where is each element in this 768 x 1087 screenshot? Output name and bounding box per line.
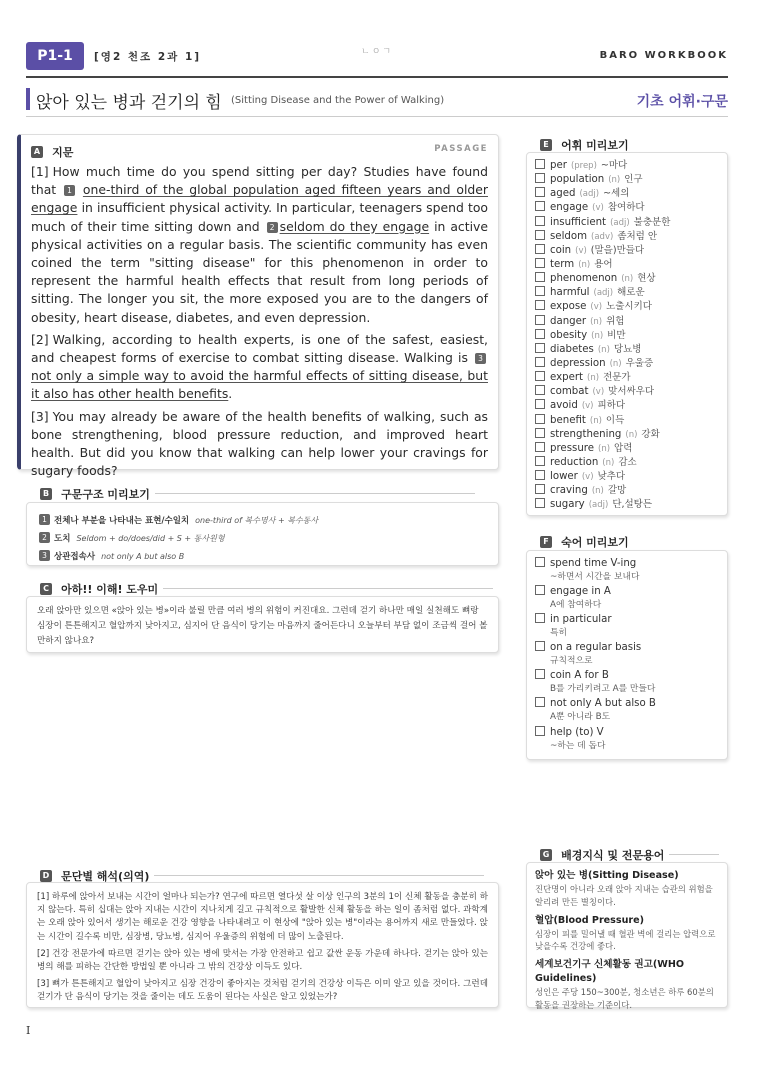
title-divider <box>26 116 728 117</box>
idiom-item <box>535 641 719 669</box>
vocab-word: combat <box>550 386 589 398</box>
vocab-meaning: 감소 <box>618 456 637 468</box>
vocab-item <box>535 272 719 286</box>
vocab-meaning: 해로운 <box>617 287 645 299</box>
interpretation-paragraph-1: [1] 하루에 앉아서 보내는 시간이 얼마나 되는가? 연구에 따르면 열다섯 살 이상 인구의 3분의 1이 신체 활동을 충분히 하지 않는다. 특히 십대는 앉아 지내는 시간이 지나치게 길고 규칙적으로 활발한 신체 활동을 하는 일이 좀처럼 없다. 과학계는 오래 앉아 있어서 생기는 해로운 건강 영향을 나타내려고 이 현상에 "앉아 있는 병"이라는 용어까지 새로 만들었다. 앉는 시간이 길수록 비만, 심장병, 당뇨병, 심지어 우울증의 위험에 더 많이 노출된다. <box>37 892 488 942</box>
idiom-line <box>535 613 719 627</box>
vocab-item <box>535 414 719 428</box>
checkbox[interactable] <box>535 258 545 268</box>
idioms-heading: 숙어 미리보기 <box>561 535 629 549</box>
checkbox[interactable] <box>535 498 545 508</box>
idiom-line <box>535 669 719 683</box>
idiom-line <box>535 641 719 655</box>
checkbox[interactable] <box>535 343 545 353</box>
checkbox[interactable] <box>535 230 545 240</box>
lesson-subtitle: [영2 천조 2과 1] <box>94 51 202 63</box>
vocab-meaning: 비만 <box>607 329 626 341</box>
vocab-item <box>535 286 719 300</box>
vocab-meaning: 노출시키다 <box>606 301 652 313</box>
vocab-meaning: ~마다 <box>600 160 628 171</box>
vocab-pos: (v) <box>581 472 594 483</box>
page-title-english: (Sitting Disease and the Power of Walking) <box>231 95 445 106</box>
underlined-phrase-3: not only a simple way to avoid the harmful effects of sitting disease, but it also has other health benefits <box>31 368 488 402</box>
idiom-line <box>535 697 719 711</box>
idiom-phrase: coin A for B <box>550 670 609 682</box>
vocab-meaning: 불충분한 <box>633 216 671 228</box>
checkbox[interactable] <box>535 201 545 211</box>
section-tag-g: G <box>540 849 552 861</box>
checkbox[interactable] <box>535 371 545 381</box>
vocab-item <box>535 484 719 498</box>
vocab-pos: (v) <box>575 245 587 256</box>
paragraph-3: [3] You may already be aware of the health benefits of walking, such as bone strengthening, blood pressure reduction, and improved heart health. But did you know that walking can help lower your cravings for sugary foods? <box>31 408 488 479</box>
vocab-meaning: 위험 <box>606 315 625 327</box>
interpretation-paragraph-3: [3] 뼈가 튼튼해지고 혈압이 낮아지고 심장 건강이 좋아지는 것처럼 걷기의 건강상 이득은 이미 알고 있을 것이다. 그런데 걷기가 단 음식이 당기는 것을 줄이는 데도 도움이 된다는 사실은 알고 있었는가? <box>37 979 488 1003</box>
checkbox[interactable] <box>535 300 545 310</box>
checkbox[interactable] <box>535 385 545 395</box>
vocab-pos: (n) <box>625 429 638 440</box>
vocab-word: diabetes <box>550 343 594 355</box>
vocab-item <box>535 315 719 329</box>
checkbox[interactable] <box>535 726 545 736</box>
vocab-word: reduction <box>550 456 599 468</box>
page-title: 앉아 있는 병과 걷기의 힘 <box>36 93 222 113</box>
vocab-word: seldom <box>550 230 588 242</box>
vocab-pos: (n) <box>608 175 621 186</box>
idiom-phrase: engage in A <box>550 586 611 598</box>
checkbox[interactable] <box>535 456 545 466</box>
marker-1: 1 <box>64 185 75 196</box>
background-description: 진단명이 아니라 오래 앉아 지내는 습관의 위험을 알리려 만든 별칭이다. <box>535 884 713 907</box>
vocab-word: pressure <box>550 442 595 454</box>
checkbox[interactable] <box>535 187 545 197</box>
vocab-pos: (v) <box>581 401 594 412</box>
vocab-word: aged <box>550 188 576 200</box>
vocab-box <box>526 152 728 516</box>
idiom-item <box>535 585 719 613</box>
checkbox[interactable] <box>535 159 545 169</box>
vocab-heading: 어휘 미리보기 <box>561 138 629 152</box>
section-tag-d: D <box>40 870 52 882</box>
vocab-item <box>535 258 719 272</box>
passage-box <box>17 134 499 479</box>
background-header <box>540 844 728 862</box>
section-tag-e: E <box>540 139 552 151</box>
vocab-pos: (adj) <box>588 500 609 511</box>
vocab-pos: (n) <box>590 316 603 327</box>
idiom-item <box>535 726 719 754</box>
tip-heading: 아하!! 이해! 도우미 <box>61 582 159 596</box>
checkbox[interactable] <box>535 315 545 325</box>
vocab-pos: (n) <box>587 373 600 384</box>
checkbox[interactable] <box>535 272 545 282</box>
structure-box <box>26 502 499 566</box>
idiom-meaning: ~하는 데 돕다 <box>550 740 606 751</box>
vocab-item <box>535 442 719 456</box>
vocab-pos: (prep) <box>570 161 597 171</box>
background-term: 세계보건기구 신체활동 권고(WHO Guidelines) <box>535 959 685 985</box>
background-description: 심장이 피를 밀어낼 때 혈관 벽에 걸리는 압력으로 낮을수록 건강에 좋다. <box>535 928 716 952</box>
vocab-word: obesity <box>550 329 588 341</box>
vocab-meaning: 전문가 <box>603 372 631 384</box>
vocab-item <box>535 357 719 371</box>
vocab-pos: (adj) <box>610 217 630 228</box>
background-box <box>526 862 728 1008</box>
vocab-meaning: 좀처럼 안 <box>617 230 658 242</box>
idioms-box <box>526 550 728 760</box>
vocab-meaning: 갈망 <box>607 485 627 497</box>
vocab-item <box>535 399 719 413</box>
vocab-meaning: 맞서싸우다 <box>608 386 655 398</box>
paragraph-1: [1] How much time do you spend sitting per day? Studies have found that 1 one-third of the global population aged fifteen years and older engage in insufficient physical activity. In particular, teenagers spend too much of their time sitting down and 2 seldom do they engage in active physical activities on a regular basis. The scientific community has even coined the term "sitting disease" for this phenomenon in order to represent the harmful health effects that result from long periods of sitting. The longer you sit, the more exposed you are to the dangers of obesity, heart disease, diabetes, and even depression. <box>31 164 488 325</box>
vocab-item <box>535 371 719 385</box>
checkbox[interactable] <box>535 173 545 183</box>
interpretation-box <box>26 882 499 1008</box>
passage-label: PASSAGE <box>434 144 488 154</box>
vocab-item <box>535 187 719 201</box>
vocab-pos: (adj) <box>579 189 600 200</box>
lesson-badge: P1-1 <box>26 42 84 70</box>
vocab-word: expose <box>550 301 587 313</box>
underlined-phrase-1: one-third of the global population aged fifteen years and older engage <box>31 182 488 216</box>
vocab-item <box>535 230 719 244</box>
vocab-pos: (n) <box>591 330 604 341</box>
tip-header <box>40 578 499 596</box>
vocab-word: term <box>550 258 575 270</box>
vocab-meaning: 용어 <box>594 258 613 270</box>
checkbox[interactable] <box>535 442 545 452</box>
vocab-meaning: 강화 <box>641 428 660 440</box>
vocab-item <box>535 456 719 470</box>
section-type-label: 기초 어휘·구문 <box>636 94 728 110</box>
vocab-word: per <box>550 160 567 171</box>
vocab-pos: (v) <box>590 302 603 313</box>
marker-3: 3 <box>475 353 486 364</box>
vocab-pos: (n) <box>609 358 622 369</box>
vocab-item <box>535 300 719 314</box>
vocab-item <box>535 159 719 173</box>
vocab-item <box>535 216 719 230</box>
vocab-item <box>535 498 719 512</box>
idiom-meaning: A에 참여하다 <box>550 600 602 611</box>
tip-text: 오래 앉아만 있으면 «앉아 있는 병»이라 불릴 만큼 여러 병의 위험이 커진대요. 그런데 걷기 하나만 매일 실천해도 뼈랑 심장이 튼튼해지고 혈압까지 낮아지고, 심지어 단 음식이 당기는 마음까지 줄어든다니 오늘부터 부담 없이 조금씩 걸어 볼 만하지 않나요? <box>37 606 488 646</box>
vocab-word: harmful <box>550 287 590 299</box>
header-divider <box>26 76 728 78</box>
checkbox[interactable] <box>535 216 545 226</box>
idiom-phrase: spend time V-ing <box>550 558 637 569</box>
idiom-meaning: A뿐 아니라 B도 <box>550 712 611 723</box>
checkbox[interactable] <box>535 484 545 494</box>
vocab-pos: (v) <box>592 387 605 398</box>
vocab-meaning: 낮추다 <box>597 471 626 483</box>
checkbox[interactable] <box>535 428 545 438</box>
structure-row: 3 상관접속사 not only A but also B <box>37 548 488 566</box>
vocab-word: population <box>550 174 605 186</box>
idiom-phrase: in particular <box>550 614 612 626</box>
checkbox[interactable] <box>535 244 545 254</box>
idiom-line <box>535 726 719 740</box>
idiom-phrase: help (to) V <box>550 726 604 738</box>
interpretation-heading: 문단별 해석(의역) <box>61 869 150 883</box>
idiom-meaning: B를 가리키려고 A를 만들다 <box>550 684 656 695</box>
idiom-line <box>535 585 719 599</box>
idiom-phrase: on a regular basis <box>550 642 642 654</box>
vocab-meaning: 우울증 <box>625 357 654 369</box>
idiom-meaning: ~하면서 시간을 보내다 <box>550 572 640 582</box>
checkbox[interactable] <box>535 641 545 651</box>
underlined-phrase-2: seldom do they engage <box>279 218 430 234</box>
vocab-word: benefit <box>550 414 586 426</box>
passage-header <box>31 141 488 159</box>
vocab-pos: (n) <box>602 457 615 468</box>
vocab-item <box>535 244 719 258</box>
passage-heading: 지문 <box>52 145 74 159</box>
vocab-pos: (n) <box>589 415 602 426</box>
idiom-item <box>535 557 719 585</box>
structure-row: 2 도치 Seldom + do/does/did + S + 동사원형 <box>37 530 488 548</box>
vocab-pos: (n) <box>621 274 634 285</box>
vocab-meaning: ~세의 <box>603 188 630 200</box>
vocab-meaning: 이득 <box>605 414 625 426</box>
vocab-word: insufficient <box>550 216 607 228</box>
vocab-word: expert <box>550 372 584 384</box>
vocab-word: phenomenon <box>550 273 618 285</box>
vocab-pos: (n) <box>598 443 611 454</box>
structure-heading: 구문구조 미리보기 <box>61 487 150 501</box>
vocab-meaning: 당뇨병 <box>613 343 642 355</box>
interpretation-paragraph-2: [2] 건강 전문가에 따르면 걷기는 앉아 있는 병에 맞서는 가장 안전하고 쉽고 값싼 운동 가운데 하나다. 걷기는 앉아 있는 병의 해를 피하는 간단한 방법일 뿐 아니라 그 밖의 건강상 이득도 있다. <box>37 948 488 973</box>
vocab-header <box>540 134 728 152</box>
idiom-item <box>535 669 719 697</box>
idiom-item <box>535 613 719 641</box>
vocab-meaning: 피하다 <box>597 400 626 412</box>
section-tag-c: C <box>40 583 52 595</box>
brand-name: BARO WORKBOOK <box>599 50 728 61</box>
vocab-item <box>535 201 719 215</box>
idiom-meaning: 규칙적으로 <box>550 656 593 667</box>
checkbox[interactable] <box>535 585 545 595</box>
background-description: 성인은 주당 150~300분, 청소년은 하루 60분의 활동을 권장하는 기준이다. <box>535 987 714 1010</box>
vocab-word: craving <box>550 485 588 497</box>
idiom-item <box>535 697 719 725</box>
background-term: 앉아 있는 병(Sitting Disease) <box>535 870 679 881</box>
marker-2: 2 <box>267 222 278 233</box>
vocab-meaning: 압력 <box>614 442 633 454</box>
structure-row: 1 전체나 부분을 나타내는 표현/수일치 one-third of 복수명사 + 복수동사 <box>37 512 488 530</box>
vocab-pos: (n) <box>578 259 591 270</box>
checkbox[interactable] <box>535 414 545 424</box>
vocab-meaning: 인구 <box>624 174 643 186</box>
vocab-item <box>535 343 719 357</box>
background-term: 혈압(Blood Pressure) <box>535 914 645 926</box>
checkbox[interactable] <box>535 286 545 296</box>
vocab-word: coin <box>550 244 572 256</box>
vocab-word: depression <box>550 357 606 369</box>
checkbox[interactable] <box>535 697 545 707</box>
vocab-item <box>535 329 719 343</box>
vocab-meaning: (말을)만들다 <box>590 244 645 256</box>
vocab-meaning: 단,설탕든 <box>612 499 653 511</box>
paragraph-2: [2] Walking, according to health experts, is one of the safest, easiest, and cheapest forms of exercise to combat sitting disease. Walking is 3not only a simple way to avoid the harmful effects of sitting disease, but it also has other health benefits. <box>31 331 488 402</box>
title-accent-bar <box>26 88 30 110</box>
checkbox[interactable] <box>535 399 545 409</box>
vocab-item <box>535 470 719 484</box>
structure-header <box>40 483 499 501</box>
vocab-pos: (n) <box>597 344 610 355</box>
checkbox[interactable] <box>535 470 545 480</box>
vocab-word: sugary <box>550 499 585 511</box>
idiom-phrase: not only A but also B <box>550 698 656 710</box>
checkbox[interactable] <box>535 613 545 623</box>
vocab-item <box>535 173 719 187</box>
checkbox[interactable] <box>535 669 545 679</box>
checkbox[interactable] <box>535 329 545 339</box>
checkbox[interactable] <box>535 557 545 567</box>
vocab-word: engage <box>550 202 589 214</box>
tip-box <box>26 596 499 653</box>
vocab-pos: (v) <box>592 203 604 214</box>
section-tag-f: F <box>540 536 552 548</box>
page-header <box>26 42 728 70</box>
vocab-word: danger <box>550 315 587 327</box>
background-heading: 배경지식 및 전문용어 <box>561 848 665 862</box>
vocab-meaning: 참여하다 <box>607 202 645 214</box>
idiom-meaning: 특히 <box>550 628 567 639</box>
interpretation-header <box>40 865 499 883</box>
vocab-word: strengthening <box>550 428 622 440</box>
page-number: I <box>26 1024 31 1037</box>
vocab-pos: (adv) <box>591 231 614 242</box>
vocab-meaning: 현상 <box>637 273 656 285</box>
vocab-pos: (adj) <box>593 288 614 299</box>
section-tag-a: A <box>31 146 43 158</box>
vocab-pos: (n) <box>591 486 604 497</box>
vocab-word: avoid <box>550 400 578 412</box>
idioms-header <box>540 531 728 549</box>
header-mark: ㄴㅇㄱ <box>361 47 394 57</box>
vocab-item <box>535 428 719 442</box>
idiom-line <box>535 557 719 571</box>
vocab-item <box>535 385 719 399</box>
checkbox[interactable] <box>535 357 545 367</box>
section-tag-b: B <box>40 488 52 500</box>
vocab-word: lower <box>550 471 578 483</box>
